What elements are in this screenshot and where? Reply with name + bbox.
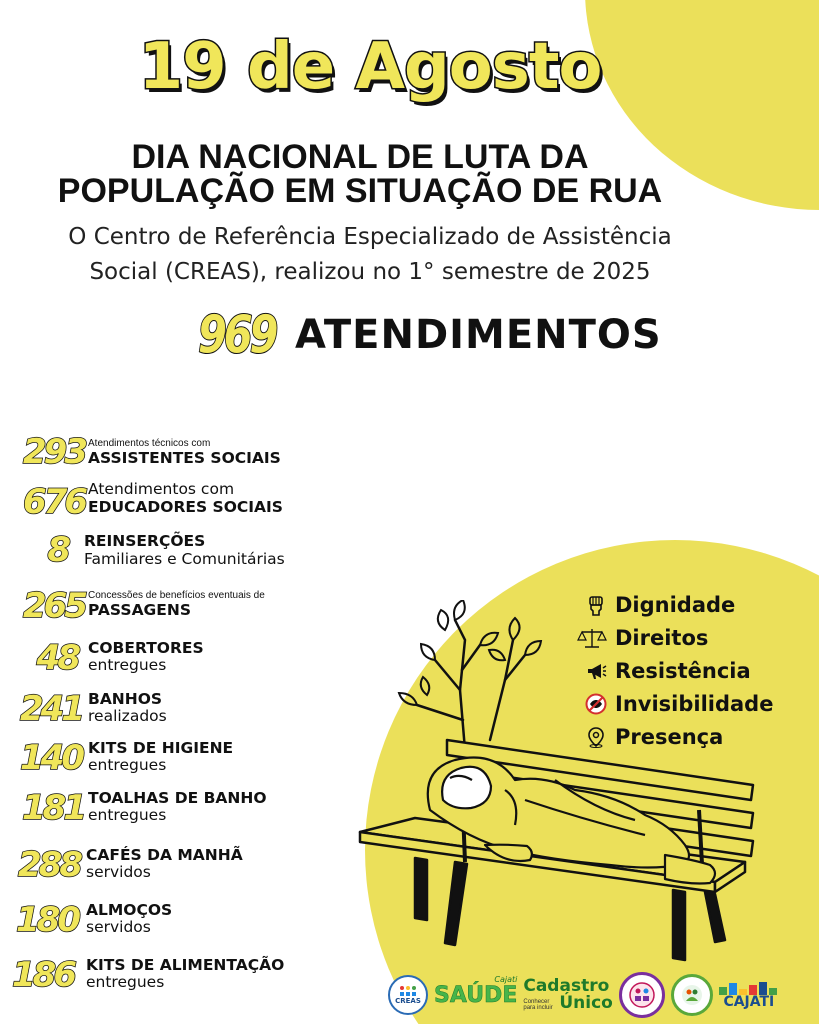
cadastro-logo-top: Cadastro — [523, 976, 610, 996]
stat-number: 8 — [47, 530, 68, 570]
stat-line-2: entregues — [88, 756, 167, 774]
total-label: ATENDIMENTOS — [295, 312, 662, 358]
value-label: Direitos — [615, 625, 709, 650]
headline-date: 19 de Agosto — [138, 30, 602, 104]
stat-number: 180 — [16, 900, 78, 940]
value-label: Resistência — [615, 658, 751, 683]
stat-number: 48 — [36, 638, 78, 678]
stat-line-1: KITS DE HIGIENE — [88, 739, 234, 757]
cadastro-logo-bottom: Único — [559, 993, 613, 1013]
stat-line-2: servidos — [86, 863, 151, 881]
stat-number: 265 — [23, 586, 85, 626]
stat-number: 181 — [22, 788, 84, 828]
saude-logo-text: SAÚDE — [434, 982, 518, 1008]
people-icon — [628, 981, 656, 1009]
stat-line-1: CAFÉS DA MANHÃ — [86, 846, 243, 864]
stat-line-1: Atendimentos técnicos com — [88, 438, 211, 449]
saude-logo-city: Cajati — [494, 974, 518, 984]
stat-number: 241 — [20, 689, 82, 729]
stat-line-1: Concessões de benefícios eventuais de — [88, 590, 265, 601]
creas-logo — [388, 975, 428, 1015]
cajati-logo — [719, 981, 779, 1009]
stat-line-2: entregues — [86, 973, 165, 991]
value-label: Invisibilidade — [615, 691, 774, 716]
stat-line-2: Familiares e Comunitárias — [84, 550, 285, 568]
stat-line-2: entregues — [88, 656, 167, 674]
description-line-2: Social (CREAS), realizou no 1° semestre de 2025 — [89, 259, 651, 285]
stat-number: 288 — [18, 845, 80, 885]
stat-number: 676 — [23, 482, 85, 522]
saude-logo — [434, 974, 518, 1008]
stat-line-1: BANHOS — [88, 690, 163, 708]
stat-line-2: ASSISTENTES SOCIAIS — [88, 449, 281, 467]
description — [0, 220, 740, 290]
subtitle-line-2: POPULAÇÃO EM SITUAÇÃO DE RUA — [57, 172, 663, 210]
cadastro-logo-row — [523, 995, 613, 1012]
purple-emblem-logo — [619, 972, 665, 1018]
stat-number: 140 — [20, 738, 82, 778]
cajati-logo-text: CAJATI — [723, 994, 775, 1010]
cadastro-logo-tagline: Conhecer para incluir — [523, 998, 553, 1012]
stat-line-1: REINSERÇÕES — [84, 532, 206, 550]
stat-number: 293 — [23, 432, 85, 472]
stat-line-1: COBERTORES — [88, 639, 204, 657]
stat-line-1: ALMOÇOS — [86, 901, 173, 919]
stat-line-2: EDUCADORES SOCIAIS — [88, 498, 283, 516]
stat-line-2: PASSAGENS — [88, 601, 192, 619]
leaf-family-icon — [680, 983, 704, 1007]
subtitle-line-1: DIA NACIONAL DE LUTA DA — [131, 138, 589, 176]
tree-illustration — [399, 600, 541, 750]
total-number: 969 — [198, 305, 276, 365]
stat-line-1: Atendimentos com — [88, 480, 235, 498]
stat-line-1: TOALHAS DE BANHO — [88, 789, 267, 807]
bench-person-illustration — [355, 600, 775, 980]
stat-line-1: KITS DE ALIMENTAÇÃO — [86, 956, 285, 974]
stat-line-2: entregues — [88, 806, 167, 824]
cadastro-unico-logo — [523, 978, 613, 1012]
creas-logo-text: CREAS — [395, 997, 421, 1005]
stat-line-2: servidos — [86, 918, 151, 936]
green-emblem-logo — [671, 974, 713, 1016]
cajati-skyline-icon — [719, 981, 779, 995]
stat-number: 186 — [12, 955, 74, 995]
partner-logos — [388, 972, 779, 1018]
family-icon — [398, 985, 418, 997]
stat-line-2: realizados — [88, 707, 167, 725]
description-line-1: O Centro de Referência Especializado de Assistência — [68, 224, 672, 250]
value-label: Presença — [615, 724, 724, 749]
value-label: Dignidade — [615, 592, 736, 617]
